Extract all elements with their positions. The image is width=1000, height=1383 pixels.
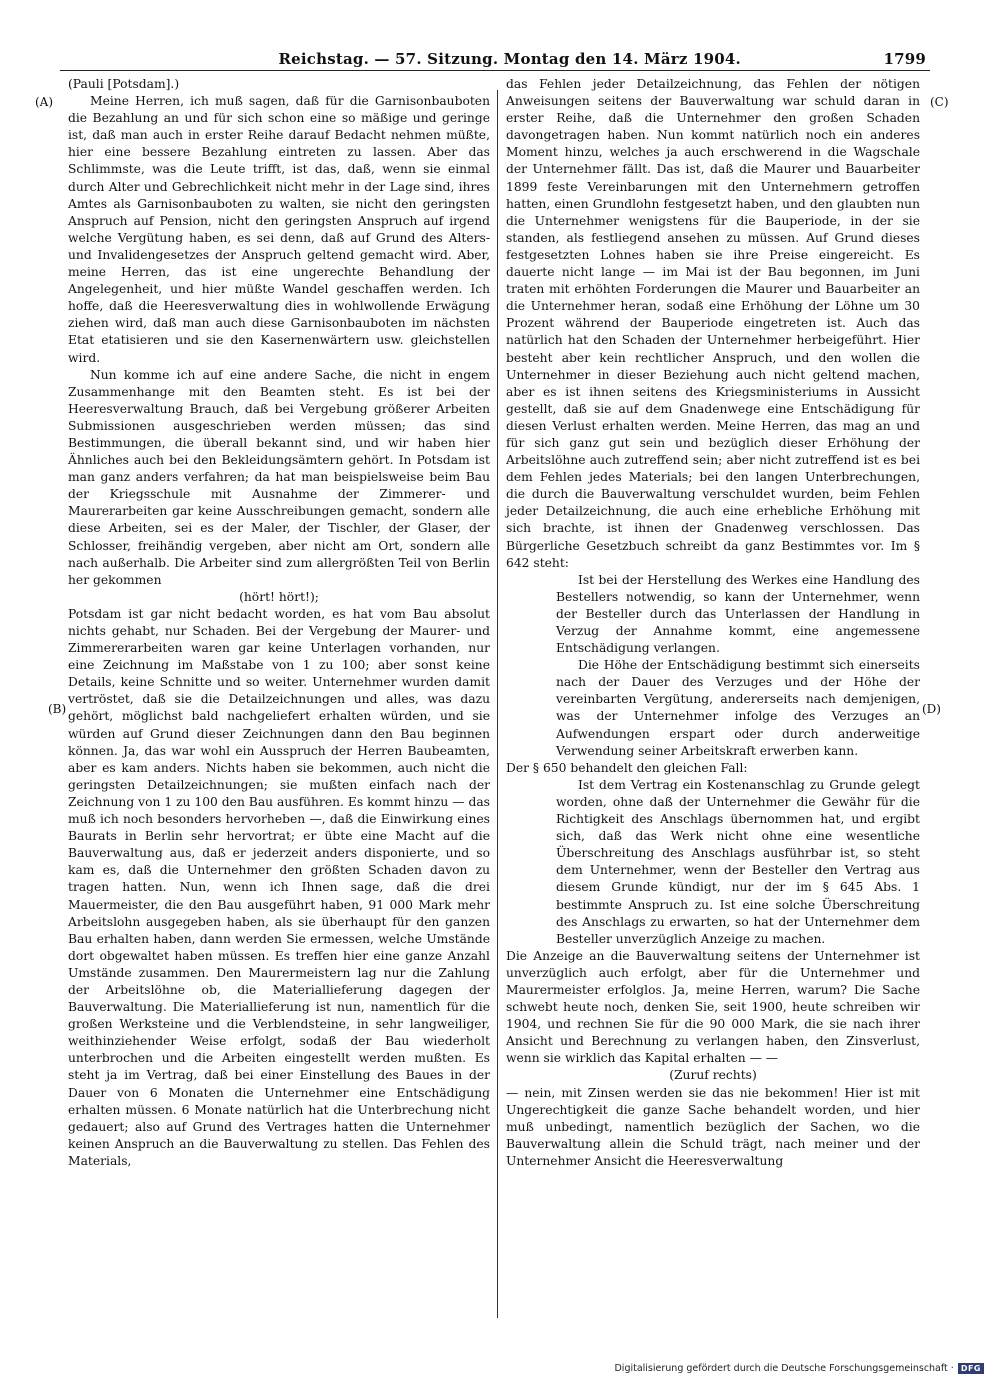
paragraph: Nun komme ich auf eine andere Sache, die nicht in engem Zusammenhange mit den Beamten steht. Es ist bei der Heeresverwaltung Brauch, daß bei Vergebung größerer Arbeiten Submissionen ausgeschrieben werden müssen; das sind Bestimmungen, die überall bekannt sind, und wir haben hier Ähnliches auch bei den Bekleidungsämtern gehört. In Potsdam ist man ganz anders verfahren; da hat man beispielsweise beim Bau der Kriegsschule mit Ausnahme der Zimmerer- und Maurerarbeiten gar keine Ausschreibungen gemacht, sondern alle diese Arbeiten, sei es der Maler, der Tischler, der Glaser, der Schlosser, freihändig vergeben, aber nicht am Ort, sondern alle nach außerhalb. Die Arbeiter sind zum allergrößten Teil von Berlin her gekommen	[68, 367, 490, 587]
digitization-footer	[614, 1363, 984, 1374]
left-column	[68, 76, 490, 1170]
paragraph: Meine Herren, ich muß sagen, daß für die Garnisonbauboten die Bezahlung an und für sich schon eine so mäßige und geringe ist, daß man auch in erster Reihe darauf Bedacht nehmen müßte, hier eine bessere Bezahlung eintreten zu lassen. Aber das Schlimmste, was die Leute trifft, ist das, daß, wenn sie einmal durch Alter und Gebrechlichkeit nicht mehr in der Lage sind, ihres Amtes als Garnisonbauboten zu walten, sie nicht den geringsten Anspruch auf Pension, nicht den geringsten Anspruch auf irgend welche Vergütung haben, es sei denn, daß auf Grund des Alters- und Invalidengesetzes der Anspruch geltend gemacht wird. Aber, meine Herren, das ist eine ungerechte Behandlung der Angelegenheit, und hier müßte Wandel geschaffen werden. Ich hoffe, daß die Heeresverwaltung dies in wohlwollende Erwägung ziehen wird, daß man auch diese Garnisonbauboten im nächsten Etat etatisieren und sie den Kasernenwärtern usw. gleichstellen wird.	[68, 94, 490, 365]
right-column	[506, 76, 920, 1170]
paragraph: Der § 650 behandelt den gleichen Fall:	[506, 760, 748, 775]
speaker-line: (Pauli [Potsdam].)	[68, 77, 180, 91]
interjection: (hört! hört!);	[239, 589, 319, 604]
margin-marker-c: (C)	[930, 95, 949, 109]
page-number: 1799	[883, 50, 926, 68]
header-rule	[60, 70, 930, 71]
dfg-logo: DFG	[958, 1363, 984, 1374]
paragraph: — nein, mit Zinsen werden sie das nie bekommen! Hier ist mit Ungerechtigkeit die ganze Sache behandelt worden, und hier muß unbedingt, namentlich bezüglich der Sachen, wo die Bauverwaltung allein die Schuld trägt, nach meiner und der Unternehmer Ansicht die Heeresverwaltung	[506, 1085, 920, 1168]
page-header	[96, 44, 926, 68]
margin-marker-a: (A)	[35, 95, 54, 109]
margin-marker-d: (D)	[922, 702, 941, 716]
law-quote: Ist bei der Herstellung des Werkes eine Handlung des Bestellers notwendig, so kann der Unternehmer, wenn der Besteller durch das Unterlassen der Handlung in Verzug der Annahme kommt, eine angemessene Entschädigung verlangen.	[556, 572, 920, 656]
law-quote: Die Höhe der Entschädigung bestimmt sich einerseits nach der Dauer des Verzuges und der Höhe der vereinbarten Vergütung, andererseits nach demjenigen, was der Unternehmer infolge des Verzuges an Aufwendungen erspart oder durch anderweitige Verwendung seiner Arbeitskraft erwerben kann.	[556, 658, 920, 758]
margin-marker-b: (B)	[48, 702, 67, 716]
interjection: (Zuruf rechts)	[669, 1068, 757, 1083]
header-title: Reichstag. — 57. Sitzung. Montag den 14. März 1904.	[278, 50, 741, 68]
paragraph: Die Anzeige an die Bauverwaltung seitens der Unternehmer ist unverzüglich auch erfolgt, aber für die Unternehmer und Maurermeister erfolglos. Ja, meine Herren, warum? Die Sache schwebt heute noch, denken Sie, seit 1900, heute schreiben wir 1904, und rechnen Sie für die 90 000 Mark, die sie nach ihrer Ansicht und Berechnung zu verlangen haben, den Zinsverlust, wenn sie wirklich das Kapital erhalten — —	[506, 948, 920, 1066]
column-divider	[497, 90, 498, 1318]
footer-text: Digitalisierung gefördert durch die Deutsche Forschungsgemeinschaft ·	[614, 1363, 954, 1374]
paragraph: das Fehlen jeder Detailzeichnung, das Fehlen der nötigen Anweisungen seitens der Bauverwaltung war schuld daran in erster Reihe, daß die Unternehmer den großen Schaden davongetragen haben. Nun kommt natürlich noch ein anderes Moment hinzu, welches ja auch erschwerend in die Wagschale der Unternehmer fällt. Das ist, daß die Maurer und Bauarbeiter 1899 feste Vereinbarungen mit den Unternehmern getroffen hatten, einen Grundlohn festgesetzt haben, und den glaubten nun die Unternehmer wenigstens für die Bauperiode, in der sie standen, als festliegend ansehen zu müssen. Auf Grund dieses festgesetzten Lohnes haben sie ihre Preise eingereicht. Es dauerte nicht lange — im Mai ist der Bau begonnen, im Juni traten mit erhöhten Forderungen die Maurer und Bauarbeiter an die Unternehmer heran, sodaß eine Erhöhung der Löhne um 30 Prozent während der Bauperiode eingetreten ist. Auch das natürlich hat den Schaden der Unternehmer herbeigeführt. Hier besteht aber kein rechtlicher Anspruch, und den wollen die Unternehmer in dieser Beziehung auch nicht geltend machen, aber es ist ihnen seitens des Kriegsministeriums in Aussicht gestellt, daß sie auf dem Gnadenwege eine Entschädigung für diesen Verlust erhalten werden. Meine Herren, das mag an und für sich ganz gut sein und bezüglich dieser Erhöhung der Arbeitslöhne auch zutreffend sein; aber nicht zutreffend ist es bei dem Fehlen jedes Materials; bei den langen Unterbrechungen, die durch die Bauverwaltung verschuldet wurden, beim Fehlen jeder Detailzeichnung, die auch eine erhebliche Erhöhung mit sich brachte, ist ihnen der Gnadenweg verschlossen. Das Bürgerliche Gesetzbuch schreibt da ganz Bestimmtes vor. Im § 642 steht:	[506, 77, 920, 570]
law-quote: Ist dem Vertrag ein Kostenanschlag zu Grunde gelegt worden, ohne daß der Unternehmer die Gewähr für die Richtigkeit des Anschlags übernommen hat, und ergibt sich, daß das Werk nicht ohne eine wesentliche Überschreitung des Anschlags ausführbar ist, so steht dem Unternehmer, wenn der Besteller den Vertrag aus diesem Grunde kündigt, nur der im § 645 Abs. 1 bestimmte Anspruch zu. Ist eine solche Überschreitung des Anschlags zu erwarten, so hat der Unternehmer dem Besteller unverzüglich Anzeige zu machen.	[556, 777, 920, 946]
paragraph: Potsdam ist gar nicht bedacht worden, es hat vom Bau absolut nichts gehabt, nur Schaden. Bei der Vergebung der Maurer- und Zimmererarbeiten waren gar keine Unterlagen vorhanden, nur eine Zeichnung im Maßstabe von 1 zu 100; aber sonst keine Details, keine Schnitte und so weiter. Unternehmer wurden damit vertröstet, daß sie die Detailzeichnungen und alles, was dazu gehört, möglichst bald nachgeliefert erhalten würden, und sie würden auf Grund dieser Zeichnungen dann den Bau beginnen können. Ja, das war wohl ein Ausspruch der Herren Baubeamten, aber es kam anders. Nichts haben sie bekommen, auch nicht die geringsten Detailzeichnungen; sie mußten einfach nach der Zeichnung von 1 zu 100 den Bau ausführen. Es kommt hinzu — das muß ich noch besonders hervorheben —, daß die Einwirkung eines Baurats in Berlin sehr hervortrat; er übte eine Macht auf die Bauverwaltung aus, daß er jederzeit anders disponierte, und so kam es, daß die Unternehmer den größten Schaden davon zu tragen hatten. Nun, wenn ich Ihnen sage, daß die drei Mauermeister, die den Bau ausgeführt haben, 91 000 Mark mehr Arbeitslohn ausgegeben haben, als sie überhaupt für den ganzen Bau erhalten haben, dann werden Sie ermessen, welche Umstände dort obgewaltet haben müssen. Es treffen hier eine ganze Anzahl Umstände zusammen. Den Maurermeistern lag nur die Zahlung der Arbeitslöhne ob, die Materiallieferung dagegen der Bauverwaltung. Die Materiallieferung ist nun, namentlich für die großen Werksteine und die Verblendsteine, in sehr langweiliger, weithinziehender Weise erfolgt, sodaß der Bau wiederholt unterbrochen und die Arbeiten eingestellt werden mußten. Es steht ja im Vertrag, daß bei einer Einstellung des Baues in der Dauer von 6 Monaten die Unternehmer eine Entschädigung erhalten müssen. 6 Monate natürlich hat die Unterbrechung nicht gedauert; also auf Grund des Vertrages hatten die Unternehmer keinen Anspruch an die Bauverwaltung zu stellen. Das Fehlen des Materials,	[68, 606, 490, 1168]
